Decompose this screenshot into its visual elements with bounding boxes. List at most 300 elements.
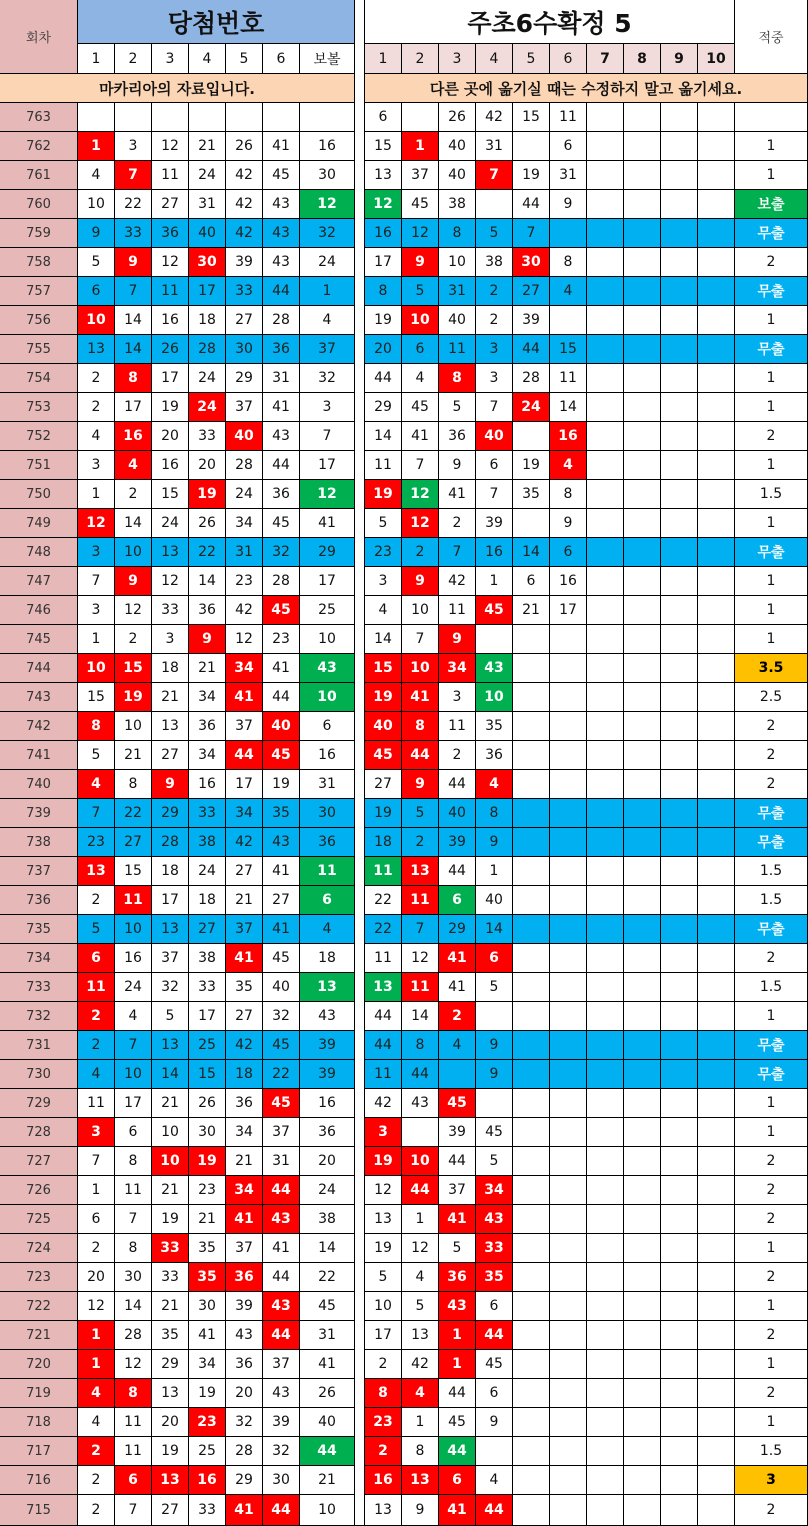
winning-number-cell[interactable]: 3 — [78, 451, 115, 480]
winning-number-cell[interactable]: 22 — [115, 799, 152, 828]
winning-number-cell[interactable]: 16 — [152, 451, 189, 480]
winning-number-cell[interactable]: 17 — [300, 451, 355, 480]
prediction-number-cell[interactable] — [624, 132, 661, 161]
winning-number-cell[interactable]: 15 — [115, 857, 152, 886]
winning-number-cell[interactable]: 12 — [300, 480, 355, 509]
winning-number-cell[interactable] — [189, 103, 226, 132]
prediction-number-cell[interactable] — [624, 1031, 661, 1060]
winning-number-cell[interactable]: 18 — [189, 886, 226, 915]
prediction-number-cell[interactable]: 45 — [365, 741, 402, 770]
prediction-number-cell[interactable]: 19 — [365, 1147, 402, 1176]
winning-number-cell[interactable]: 27 — [189, 915, 226, 944]
prediction-number-cell[interactable] — [661, 1118, 698, 1147]
round-cell[interactable]: 715 — [0, 1495, 78, 1526]
winning-number-cell[interactable]: 11 — [78, 973, 115, 1002]
prediction-number-cell[interactable] — [624, 1437, 661, 1466]
prediction-number-cell[interactable]: 14 — [402, 1002, 439, 1031]
prediction-number-cell[interactable]: 4 — [550, 277, 587, 306]
winning-number-cell[interactable]: 2 — [78, 393, 115, 422]
prediction-number-cell[interactable]: 4 — [439, 1031, 476, 1060]
prediction-number-cell[interactable]: 40 — [439, 132, 476, 161]
prediction-number-cell[interactable]: 1 — [439, 1350, 476, 1379]
prediction-number-cell[interactable] — [587, 1234, 624, 1263]
winning-number-cell[interactable]: 39 — [263, 1408, 300, 1437]
prediction-number-cell[interactable] — [624, 277, 661, 306]
prediction-number-cell[interactable]: 6 — [476, 1292, 513, 1321]
winning-number-cell[interactable]: 16 — [115, 944, 152, 973]
prediction-number-cell[interactable]: 19 — [365, 306, 402, 335]
prediction-number-cell[interactable] — [587, 190, 624, 219]
prediction-number-cell[interactable] — [587, 161, 624, 190]
prediction-number-cell[interactable]: 41 — [439, 973, 476, 1002]
prediction-number-cell[interactable] — [624, 1263, 661, 1292]
prediction-number-cell[interactable] — [513, 741, 550, 770]
prediction-number-cell[interactable] — [550, 1031, 587, 1060]
winning-number-cell[interactable]: 8 — [115, 1234, 152, 1263]
left-col-header-1[interactable]: 1 — [78, 44, 115, 74]
winning-number-cell[interactable]: 40 — [263, 973, 300, 1002]
winning-number-cell[interactable]: 42 — [226, 828, 263, 857]
winning-number-cell[interactable]: 10 — [78, 654, 115, 683]
right-col-header-4[interactable]: 4 — [476, 44, 513, 74]
prediction-number-cell[interactable] — [624, 1118, 661, 1147]
prediction-number-cell[interactable] — [661, 1408, 698, 1437]
prediction-number-cell[interactable]: 2 — [365, 1437, 402, 1466]
winning-number-cell[interactable]: 41 — [263, 393, 300, 422]
prediction-number-cell[interactable] — [661, 683, 698, 712]
round-cell[interactable]: 735 — [0, 915, 78, 944]
winning-number-cell[interactable]: 3 — [300, 393, 355, 422]
winning-number-cell[interactable]: 36 — [226, 1350, 263, 1379]
prediction-number-cell[interactable] — [661, 567, 698, 596]
winning-number-cell[interactable]: 45 — [263, 161, 300, 190]
prediction-number-cell[interactable]: 19 — [365, 480, 402, 509]
prediction-number-cell[interactable]: 11 — [550, 103, 587, 132]
prediction-number-cell[interactable] — [624, 915, 661, 944]
prediction-number-cell[interactable]: 19 — [513, 451, 550, 480]
prediction-number-cell[interactable]: 13 — [365, 973, 402, 1002]
winning-number-cell[interactable]: 10 — [300, 1495, 355, 1526]
winning-number-cell[interactable]: 45 — [263, 1089, 300, 1118]
prediction-number-cell[interactable]: 24 — [513, 393, 550, 422]
winning-number-cell[interactable]: 13 — [152, 1466, 189, 1495]
prediction-number-cell[interactable] — [587, 1176, 624, 1205]
prediction-number-cell[interactable]: 8 — [402, 1031, 439, 1060]
winning-number-cell[interactable]: 35 — [152, 1321, 189, 1350]
prediction-number-cell[interactable]: 44 — [476, 1495, 513, 1526]
prediction-number-cell[interactable] — [661, 770, 698, 799]
prediction-number-cell[interactable]: 44 — [513, 190, 550, 219]
right-col-header-3[interactable]: 3 — [439, 44, 476, 74]
prediction-number-cell[interactable] — [624, 509, 661, 538]
winning-number-cell[interactable]: 21 — [226, 886, 263, 915]
winning-number-cell[interactable]: 30 — [115, 1263, 152, 1292]
prediction-number-cell[interactable] — [587, 1118, 624, 1147]
round-cell[interactable]: 734 — [0, 944, 78, 973]
hit-cell[interactable]: 2 — [735, 248, 808, 277]
winning-number-cell[interactable]: 17 — [152, 886, 189, 915]
prediction-number-cell[interactable] — [661, 1292, 698, 1321]
winning-number-cell[interactable]: 10 — [115, 1060, 152, 1089]
winning-number-cell[interactable]: 2 — [78, 1234, 115, 1263]
winning-number-cell[interactable]: 11 — [152, 161, 189, 190]
winning-number-cell[interactable]: 1 — [78, 132, 115, 161]
hit-cell[interactable]: 1 — [735, 509, 808, 538]
winning-number-cell[interactable]: 2 — [78, 1437, 115, 1466]
prediction-number-cell[interactable] — [624, 306, 661, 335]
prediction-number-cell[interactable] — [698, 422, 735, 451]
prediction-number-cell[interactable] — [587, 1002, 624, 1031]
winning-number-cell[interactable]: 10 — [152, 1118, 189, 1147]
prediction-number-cell[interactable] — [402, 1118, 439, 1147]
hit-cell[interactable]: 1 — [735, 451, 808, 480]
winning-number-cell[interactable]: 32 — [226, 1408, 263, 1437]
winning-number-cell[interactable]: 3 — [115, 132, 152, 161]
hit-cell[interactable]: 2 — [735, 1147, 808, 1176]
winning-number-cell[interactable]: 36 — [300, 828, 355, 857]
prediction-number-cell[interactable]: 21 — [513, 596, 550, 625]
prediction-number-cell[interactable] — [624, 161, 661, 190]
winning-number-cell[interactable]: 8 — [115, 770, 152, 799]
prediction-number-cell[interactable] — [587, 915, 624, 944]
round-cell[interactable]: 740 — [0, 770, 78, 799]
prediction-number-cell[interactable] — [513, 857, 550, 886]
prediction-number-cell[interactable] — [587, 306, 624, 335]
prediction-number-cell[interactable]: 4 — [476, 770, 513, 799]
prediction-number-cell[interactable] — [513, 1118, 550, 1147]
prediction-number-cell[interactable]: 14 — [365, 625, 402, 654]
winning-number-cell[interactable]: 27 — [263, 886, 300, 915]
hit-cell[interactable]: 1 — [735, 132, 808, 161]
hit-cell[interactable]: 1.5 — [735, 480, 808, 509]
winning-number-cell[interactable]: 28 — [263, 567, 300, 596]
winning-number-cell[interactable]: 24 — [115, 973, 152, 1002]
prediction-number-cell[interactable]: 8 — [439, 364, 476, 393]
left-col-header-3[interactable]: 3 — [152, 44, 189, 74]
prediction-number-cell[interactable] — [550, 1118, 587, 1147]
prediction-number-cell[interactable] — [587, 277, 624, 306]
hit-cell[interactable]: 1 — [735, 364, 808, 393]
prediction-number-cell[interactable] — [661, 1437, 698, 1466]
round-cell[interactable]: 757 — [0, 277, 78, 306]
prediction-number-cell[interactable] — [476, 625, 513, 654]
winning-number-cell[interactable]: 30 — [300, 799, 355, 828]
prediction-number-cell[interactable] — [513, 654, 550, 683]
round-cell[interactable]: 760 — [0, 190, 78, 219]
prediction-number-cell[interactable] — [661, 451, 698, 480]
prediction-number-cell[interactable]: 40 — [476, 886, 513, 915]
prediction-number-cell[interactable] — [698, 1089, 735, 1118]
winning-number-cell[interactable]: 8 — [115, 1379, 152, 1408]
round-cell[interactable]: 732 — [0, 1002, 78, 1031]
prediction-title[interactable]: 주초6수확정 5 — [365, 0, 735, 44]
prediction-number-cell[interactable]: 22 — [365, 886, 402, 915]
prediction-number-cell[interactable]: 6 — [476, 944, 513, 973]
prediction-number-cell[interactable]: 44 — [439, 857, 476, 886]
winning-number-cell[interactable]: 15 — [115, 654, 152, 683]
winning-number-cell[interactable]: 27 — [226, 1002, 263, 1031]
prediction-number-cell[interactable] — [513, 1350, 550, 1379]
prediction-number-cell[interactable] — [698, 1147, 735, 1176]
winning-number-cell[interactable]: 30 — [263, 1466, 300, 1495]
winning-number-cell[interactable]: 13 — [300, 973, 355, 1002]
prediction-number-cell[interactable]: 12 — [402, 219, 439, 248]
winning-number-cell[interactable]: 29 — [300, 538, 355, 567]
winning-number-cell[interactable]: 37 — [226, 915, 263, 944]
prediction-number-cell[interactable]: 2 — [402, 828, 439, 857]
hit-cell[interactable]: 무출 — [735, 1060, 808, 1089]
right-col-header-10[interactable]: 10 — [698, 44, 735, 74]
left-col-header-6[interactable]: 6 — [263, 44, 300, 74]
prediction-number-cell[interactable]: 12 — [402, 1234, 439, 1263]
winning-number-cell[interactable]: 14 — [152, 1060, 189, 1089]
winning-number-cell[interactable]: 8 — [115, 364, 152, 393]
winning-number-cell[interactable]: 2 — [78, 1495, 115, 1526]
winning-number-cell[interactable]: 11 — [115, 1408, 152, 1437]
prediction-number-cell[interactable] — [587, 1263, 624, 1292]
hit-cell[interactable]: 1 — [735, 161, 808, 190]
winning-number-cell[interactable]: 17 — [300, 567, 355, 596]
winning-number-cell[interactable]: 10 — [78, 190, 115, 219]
prediction-number-cell[interactable]: 2 — [402, 538, 439, 567]
prediction-number-cell[interactable] — [550, 219, 587, 248]
prediction-number-cell[interactable] — [698, 915, 735, 944]
round-cell[interactable]: 727 — [0, 1147, 78, 1176]
prediction-number-cell[interactable]: 35 — [476, 712, 513, 741]
winning-number-cell[interactable]: 39 — [300, 1031, 355, 1060]
prediction-number-cell[interactable] — [513, 1031, 550, 1060]
winning-number-cell[interactable]: 35 — [189, 1263, 226, 1292]
prediction-number-cell[interactable]: 41 — [439, 1495, 476, 1526]
prediction-number-cell[interactable] — [587, 1321, 624, 1350]
winning-number-cell[interactable]: 40 — [189, 219, 226, 248]
prediction-number-cell[interactable] — [661, 364, 698, 393]
prediction-number-cell[interactable] — [587, 567, 624, 596]
winning-number-cell[interactable]: 41 — [263, 857, 300, 886]
prediction-number-cell[interactable]: 3 — [439, 683, 476, 712]
winning-number-cell[interactable]: 44 — [263, 1495, 300, 1526]
hit-cell[interactable]: 1.5 — [735, 886, 808, 915]
winning-number-cell[interactable]: 8 — [78, 712, 115, 741]
prediction-number-cell[interactable] — [661, 393, 698, 422]
winning-number-cell[interactable] — [78, 103, 115, 132]
hit-cell[interactable]: 2 — [735, 1495, 808, 1526]
prediction-number-cell[interactable]: 11 — [402, 973, 439, 1002]
prediction-number-cell[interactable] — [698, 277, 735, 306]
hit-header[interactable]: 적중 — [735, 0, 808, 74]
prediction-number-cell[interactable] — [550, 799, 587, 828]
prediction-number-cell[interactable]: 11 — [402, 886, 439, 915]
prediction-number-cell[interactable]: 9 — [439, 625, 476, 654]
winning-number-cell[interactable]: 13 — [78, 857, 115, 886]
prediction-number-cell[interactable] — [587, 770, 624, 799]
winning-number-cell[interactable]: 19 — [152, 1437, 189, 1466]
winning-number-cell[interactable]: 4 — [78, 161, 115, 190]
prediction-number-cell[interactable]: 4 — [550, 451, 587, 480]
prediction-number-cell[interactable] — [661, 828, 698, 857]
winning-number-cell[interactable]: 44 — [263, 451, 300, 480]
prediction-number-cell[interactable] — [661, 132, 698, 161]
prediction-number-cell[interactable]: 31 — [439, 277, 476, 306]
winning-number-cell[interactable]: 27 — [226, 306, 263, 335]
hit-cell[interactable]: 무출 — [735, 915, 808, 944]
prediction-number-cell[interactable] — [698, 828, 735, 857]
winning-number-cell[interactable]: 4 — [115, 1002, 152, 1031]
prediction-number-cell[interactable] — [550, 1292, 587, 1321]
winning-number-cell[interactable]: 36 — [300, 1118, 355, 1147]
prediction-number-cell[interactable] — [550, 1466, 587, 1495]
prediction-number-cell[interactable]: 34 — [476, 1176, 513, 1205]
prediction-number-cell[interactable] — [550, 1321, 587, 1350]
prediction-number-cell[interactable]: 12 — [365, 190, 402, 219]
hit-cell[interactable]: 2 — [735, 741, 808, 770]
winning-number-cell[interactable]: 9 — [115, 567, 152, 596]
prediction-number-cell[interactable]: 42 — [365, 1089, 402, 1118]
left-col-header-5[interactable]: 5 — [226, 44, 263, 74]
prediction-number-cell[interactable] — [661, 915, 698, 944]
prediction-number-cell[interactable] — [513, 1002, 550, 1031]
hit-cell[interactable]: 1 — [735, 393, 808, 422]
round-cell[interactable]: 763 — [0, 103, 78, 132]
prediction-number-cell[interactable]: 36 — [476, 741, 513, 770]
prediction-number-cell[interactable] — [550, 654, 587, 683]
prediction-number-cell[interactable] — [698, 1176, 735, 1205]
round-cell[interactable]: 758 — [0, 248, 78, 277]
prediction-number-cell[interactable] — [661, 886, 698, 915]
prediction-number-cell[interactable]: 6 — [550, 132, 587, 161]
winning-number-cell[interactable]: 37 — [263, 1350, 300, 1379]
winning-number-cell[interactable]: 15 — [152, 480, 189, 509]
prediction-number-cell[interactable] — [661, 1176, 698, 1205]
winning-number-cell[interactable]: 44 — [300, 1437, 355, 1466]
left-col-header-7[interactable]: 보볼 — [300, 44, 355, 74]
winning-number-cell[interactable]: 23 — [189, 1176, 226, 1205]
prediction-number-cell[interactable] — [550, 306, 587, 335]
winning-number-cell[interactable]: 16 — [152, 306, 189, 335]
round-cell[interactable]: 718 — [0, 1408, 78, 1437]
prediction-number-cell[interactable]: 3 — [365, 567, 402, 596]
winning-number-cell[interactable]: 21 — [152, 1089, 189, 1118]
prediction-number-cell[interactable] — [587, 1408, 624, 1437]
prediction-number-cell[interactable] — [698, 1350, 735, 1379]
winning-number-cell[interactable]: 32 — [300, 364, 355, 393]
prediction-number-cell[interactable] — [513, 683, 550, 712]
prediction-number-cell[interactable]: 27 — [365, 770, 402, 799]
winning-number-cell[interactable]: 10 — [300, 683, 355, 712]
winning-number-cell[interactable]: 34 — [189, 1350, 226, 1379]
round-cell[interactable]: 736 — [0, 886, 78, 915]
prediction-number-cell[interactable] — [587, 1495, 624, 1526]
winning-number-cell[interactable]: 4 — [78, 1060, 115, 1089]
prediction-number-cell[interactable] — [550, 1437, 587, 1466]
round-cell[interactable]: 726 — [0, 1176, 78, 1205]
winning-number-cell[interactable]: 13 — [152, 1379, 189, 1408]
winning-number-cell[interactable]: 43 — [263, 1379, 300, 1408]
winning-number-cell[interactable]: 4 — [78, 422, 115, 451]
prediction-number-cell[interactable] — [587, 1466, 624, 1495]
winning-number-cell[interactable]: 6 — [115, 1466, 152, 1495]
prediction-number-cell[interactable]: 43 — [476, 654, 513, 683]
winning-number-cell[interactable]: 13 — [152, 915, 189, 944]
prediction-number-cell[interactable] — [550, 1234, 587, 1263]
prediction-number-cell[interactable] — [698, 1263, 735, 1292]
round-cell[interactable]: 745 — [0, 625, 78, 654]
winning-number-cell[interactable]: 18 — [189, 306, 226, 335]
winning-number-cell[interactable]: 2 — [78, 886, 115, 915]
prediction-number-cell[interactable]: 7 — [402, 451, 439, 480]
prediction-number-cell[interactable] — [550, 857, 587, 886]
hit-cell[interactable]: 2 — [735, 1263, 808, 1292]
prediction-number-cell[interactable] — [624, 828, 661, 857]
winning-number-cell[interactable]: 5 — [78, 248, 115, 277]
hit-cell[interactable]: 2 — [735, 1176, 808, 1205]
winning-number-cell[interactable]: 28 — [152, 828, 189, 857]
winning-number-cell[interactable]: 38 — [300, 1205, 355, 1234]
hit-cell[interactable]: 무출 — [735, 335, 808, 364]
prediction-number-cell[interactable]: 31 — [476, 132, 513, 161]
winning-number-cell[interactable]: 33 — [189, 799, 226, 828]
winning-number-cell[interactable]: 36 — [152, 219, 189, 248]
winning-number-cell[interactable]: 21 — [152, 1292, 189, 1321]
winning-number-cell[interactable]: 2 — [78, 1002, 115, 1031]
left-col-header-2[interactable]: 2 — [115, 44, 152, 74]
prediction-number-cell[interactable]: 33 — [476, 1234, 513, 1263]
prediction-number-cell[interactable]: 40 — [476, 422, 513, 451]
prediction-number-cell[interactable]: 15 — [550, 335, 587, 364]
prediction-number-cell[interactable] — [624, 1466, 661, 1495]
prediction-number-cell[interactable] — [698, 538, 735, 567]
winning-number-cell[interactable]: 45 — [263, 1031, 300, 1060]
prediction-number-cell[interactable] — [698, 1495, 735, 1526]
prediction-number-cell[interactable] — [550, 625, 587, 654]
prediction-number-cell[interactable] — [624, 683, 661, 712]
winning-number-cell[interactable]: 25 — [189, 1031, 226, 1060]
winning-number-cell[interactable] — [226, 103, 263, 132]
prediction-number-cell[interactable]: 11 — [365, 944, 402, 973]
hit-cell[interactable]: 2 — [735, 1379, 808, 1408]
round-cell[interactable]: 755 — [0, 335, 78, 364]
winning-number-cell[interactable]: 28 — [226, 1437, 263, 1466]
winning-number-cell[interactable]: 17 — [115, 393, 152, 422]
prediction-number-cell[interactable] — [698, 1002, 735, 1031]
prediction-number-cell[interactable]: 41 — [402, 683, 439, 712]
winning-number-cell[interactable]: 6 — [78, 277, 115, 306]
prediction-number-cell[interactable] — [513, 1437, 550, 1466]
winning-number-cell[interactable]: 10 — [300, 625, 355, 654]
prediction-number-cell[interactable]: 5 — [402, 799, 439, 828]
prediction-number-cell[interactable] — [698, 1379, 735, 1408]
prediction-number-cell[interactable] — [587, 1060, 624, 1089]
prediction-number-cell[interactable] — [587, 828, 624, 857]
prediction-number-cell[interactable] — [513, 886, 550, 915]
prediction-number-cell[interactable] — [624, 1176, 661, 1205]
winning-number-cell[interactable]: 45 — [263, 596, 300, 625]
prediction-number-cell[interactable]: 43 — [476, 1205, 513, 1234]
prediction-number-cell[interactable] — [624, 1147, 661, 1176]
prediction-number-cell[interactable]: 14 — [365, 422, 402, 451]
prediction-number-cell[interactable]: 4 — [365, 596, 402, 625]
prediction-number-cell[interactable]: 44 — [439, 1379, 476, 1408]
prediction-number-cell[interactable] — [698, 132, 735, 161]
winning-number-cell[interactable]: 27 — [152, 190, 189, 219]
prediction-number-cell[interactable] — [661, 944, 698, 973]
winning-number-cell[interactable]: 35 — [226, 973, 263, 1002]
winning-number-cell[interactable]: 33 — [152, 1263, 189, 1292]
prediction-number-cell[interactable]: 16 — [550, 422, 587, 451]
prediction-number-cell[interactable] — [624, 1060, 661, 1089]
prediction-number-cell[interactable] — [661, 1060, 698, 1089]
winning-number-cell[interactable]: 41 — [226, 683, 263, 712]
